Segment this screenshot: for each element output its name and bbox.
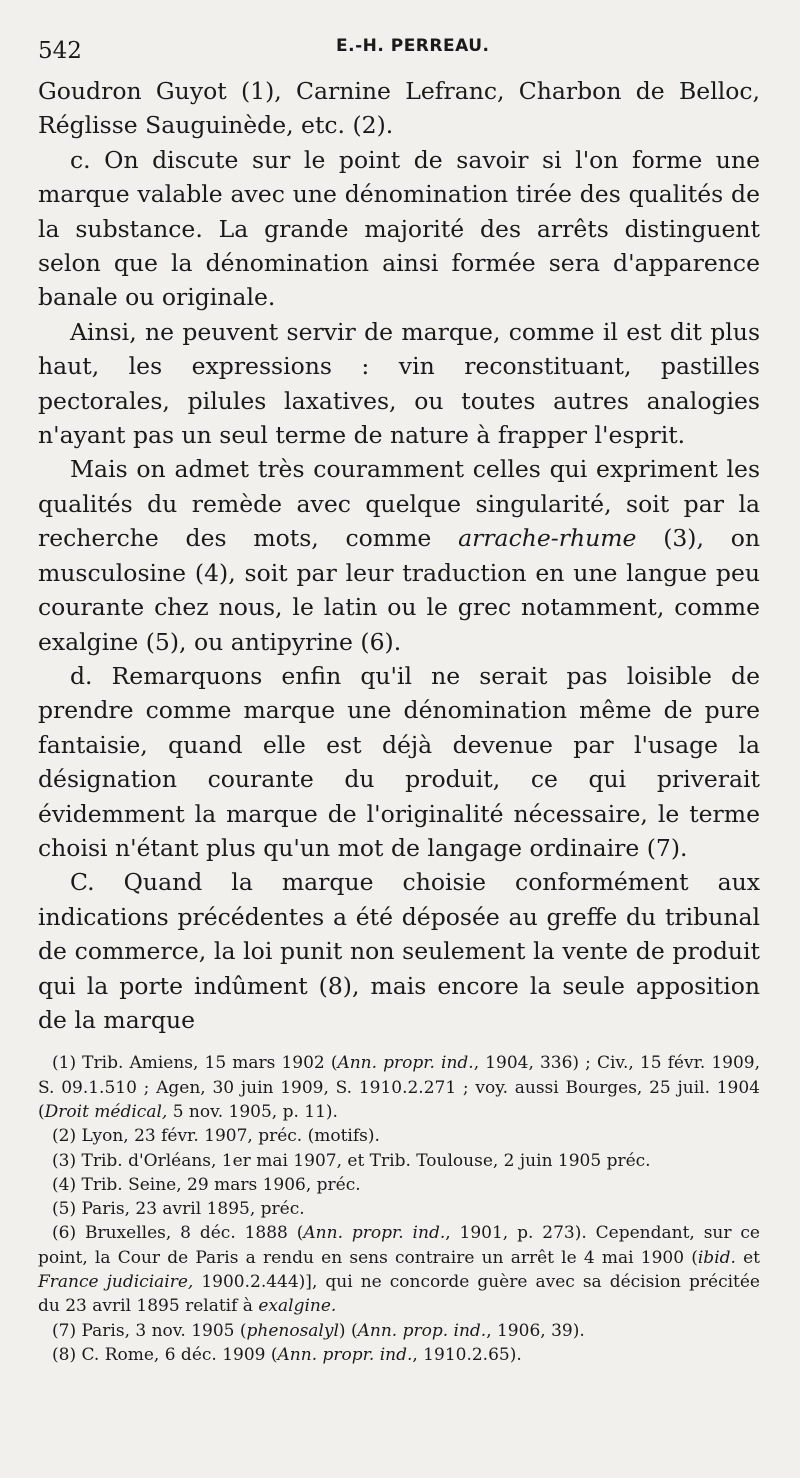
footnote: (4) Trib. Seine, 29 mars 1906, préc. [52,1174,361,1195]
footnote: (2) Lyon, 23 févr. 1907, préc. (motifs). [52,1126,380,1147]
page-header [38,30,760,74]
running-title: E.-H. PERREAU. [336,36,490,56]
paragraph: Mais on admet très couramment celles qui expriment les qualités du remède avec quelque singularité, soit par la recherche des mots, comme arrache-rhume (3), on musculosine (4), soit par leur traduction en une langue peu courante chez nous, le latin ou le grec notamment, comme exalgine (5), ou antipyrine (6). [38,455,760,656]
italic-term: arrache-rhume [458,524,637,553]
footnote: (1) Trib. Amiens, 15 mars 1902 (Ann. propr. ind., 1904, 336) ; Civ., 15 févr. 1909, S. 09.1.510 ; Agen, 30 juin 1909, S. 1910.2.271 ; voy. aussi Bourges, 25 juil. 1904 (Droit médical, 5 nov. 1905, p. 11). [38,1053,760,1122]
paragraph: Goudron Guyot (1), Carnine Lefranc, Charbon de Belloc, Réglisse Sauguinède, etc. (2). [38,77,760,140]
page-number: 542 [38,38,82,64]
footnote: (6) Bruxelles, 8 déc. 1888 (Ann. propr. ind., 1901, p. 273). Cependant, sur ce point, la Cour de Paris a rendu en sens contraire un arrêt le 4 mai 1900 (ibid. et France judiciaire, 1900.2.444)], qui ne concorde guère avec sa décision précitée du 23 avril 1895 relatif à exalgine. [38,1223,761,1317]
footnotes [38,1051,760,1367]
footnote: (8) C. Rome, 6 déc. 1909 (Ann. propr. ind., 1910.2.65). [52,1344,522,1365]
body-text [38,74,760,1037]
footnote: (7) Paris, 3 nov. 1905 (phenosalyl) (Ann. prop. ind., 1906, 39). [52,1320,585,1341]
footnote: (5) Paris, 23 avril 1895, préc. [52,1199,305,1220]
paragraph: C. Quand la marque choisie conformément aux indications précédentes a été déposée au greffe du tribunal de commerce, la loi punit non seulement la vente de produit qui la porte indûment (8), mais encore la seule apposition de la marque [38,868,760,1034]
paragraph: Ainsi, ne peuvent servir de marque, comme il est dit plus haut, les expressions : vin reconstituant, pastilles pectorales, pilules laxatives, ou toutes autres analogies n'ayant pas un seul terme de nature à frapper l'esprit. [38,317,760,450]
page [38,30,760,1367]
paragraph: d. Remarquons enfin qu'il ne serait pas loisible de prendre comme marque une dénomination même de pure fantaisie, quand elle est déjà devenue par l'usage la désignation courante du produit, ce qui priverait évidemment la marque de l'originalité nécessaire, le terme choisi n'étant plus qu'un mot de langage ordinaire (7). [38,661,760,862]
paragraph: c. On discute sur le point de savoir si l'on forme une marque valable avec une dénomination tirée des qualités de la substance. La grande majorité des arrêts distinguent selon que la dénomination ainsi formée sera d'apparence banale ou originale. [38,145,760,312]
footnote: (3) Trib. d'Orléans, 1er mai 1907, et Trib. Toulouse, 2 juin 1905 préc. [52,1150,651,1171]
